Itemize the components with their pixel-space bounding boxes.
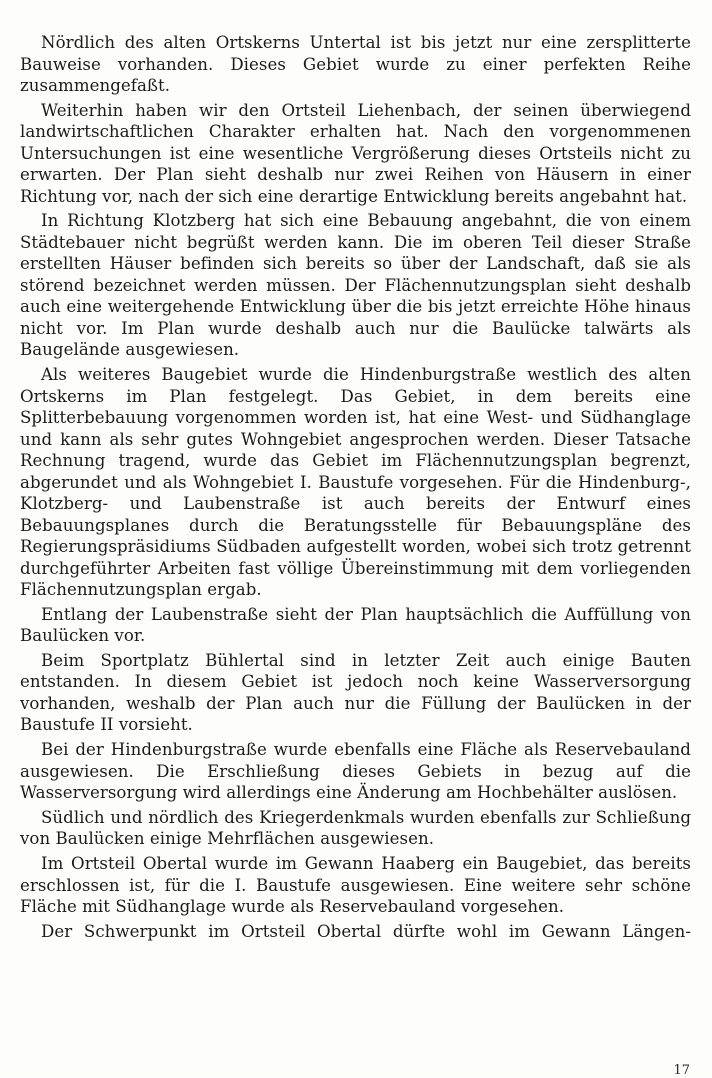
body-text <box>20 32 691 945</box>
paragraph-schwerpunkt: Der Schwerpunkt im Ortsteil Obertal dürfte wohl im Gewann Längen- <box>41 921 691 941</box>
page-number: 17 <box>673 1063 690 1078</box>
paragraph-kriegerdenkmal: Südlich und nördlich des Kriegerdenkmals wurden ebenfalls zur Schließung von Baulücken einige Mehrflächen ausgewiesen. <box>20 807 691 849</box>
paragraph-reservebauland: Bei der Hindenburgstraße wurde ebenfalls eine Fläche als Reservebauland ausgewiesen. Die Erschließung dieses Gebiets in bezug auf die Wasserversorgung wird allerdings eine Änderung am Hochbehälter auslösen. <box>20 740 691 803</box>
paragraph-sportplatz: Beim Sportplatz Bühlertal sind in letzter Zeit auch einige Bauten entstanden. In diesem Gebiet ist jedoch noch keine Wasserversorgung vorhanden, weshalb der Plan auch nur die Füllung der Baulücken in der Baustufe II vorsieht. <box>20 650 691 735</box>
paragraph-obertal: Im Ortsteil Obertal wurde im Gewann Haaberg ein Baugebiet, das bereits erschlossen ist, für die I. Baustufe ausgewiesen. Eine weitere sehr schöne Fläche mit Südhanglage wurde als Reservebauland vorgesehen. <box>20 854 691 916</box>
paragraph-liehenbach: Weiterhin haben wir den Ortsteil Liehenbach, der seinen überwiegend landwirtschaftlichen Charakter erhalten hat. Nach den vorgenommenen Untersuchungen ist eine wesentliche Vergrößerung dieses Ortsteils nicht zu erwarten. Der Plan sieht deshalb nur zwei Reihen von Häusern in einer Richtung vor, nach der sich eine derartige Entwicklung bereits angebahnt hat. <box>20 100 691 206</box>
paragraph-hindenburgstrasse: Als weiteres Baugebiet wurde die Hindenburgstraße westlich des alten Ortskerns im Plan festgelegt. Das Gebiet, in dem bereits eine Splitterbebauung vorgenommen worden ist, hat eine West- und Südhanglage und kann als sehr gutes Wohngebiet angesprochen werden. Dieser Tatsache Rechnung tragend, wurde das Gebiet im Flächennutzungsplan begrenzt, abgerundet und als Wohngebiet I. Baustufe vorgesehen. Für die Hindenburg-, Klotzberg- und Laubenstraße ist auch bereits der Entwurf eines Bebauungsplanes durch die Beratungsstelle für Bebauungspläne des Regierungspräsidiums Südbaden aufgestellt worden, wobei sich trotz getrennt durchgeführter Arbeiten fast völlige Übereinstimmung mit dem vorliegenden Flächennutzungsplan ergab. <box>20 365 691 600</box>
paragraph-untertal: Nördlich des alten Ortskerns Untertal ist bis jetzt nur eine zersplitterte Bauweise vorhanden. Dieses Gebiet wurde zu einer perfekten Reihe zusammengefaßt. <box>20 33 691 95</box>
paragraph-klotzberg: In Richtung Klotzberg hat sich eine Bebauung angebahnt, die von einem Städtebauer nicht begrüßt werden kann. Die im oberen Teil dieser Straße erstellten Häuser befinden sich bereits so über der Landschaft, daß sie als störend bezeichnet werden müssen. Der Flächennutzungsplan sieht deshalb auch eine weitergehende Entwicklung über die bis jetzt erreichte Höhe hinaus nicht vor. Im Plan wurde deshalb auch nur die Baulücke talwärts als Baugelände ausgewiesen. <box>20 211 691 360</box>
paragraph-laubenstrasse: Entlang der Laubenstraße sieht der Plan hauptsächlich die Auffüllung von Baulücken vor. <box>20 604 691 646</box>
